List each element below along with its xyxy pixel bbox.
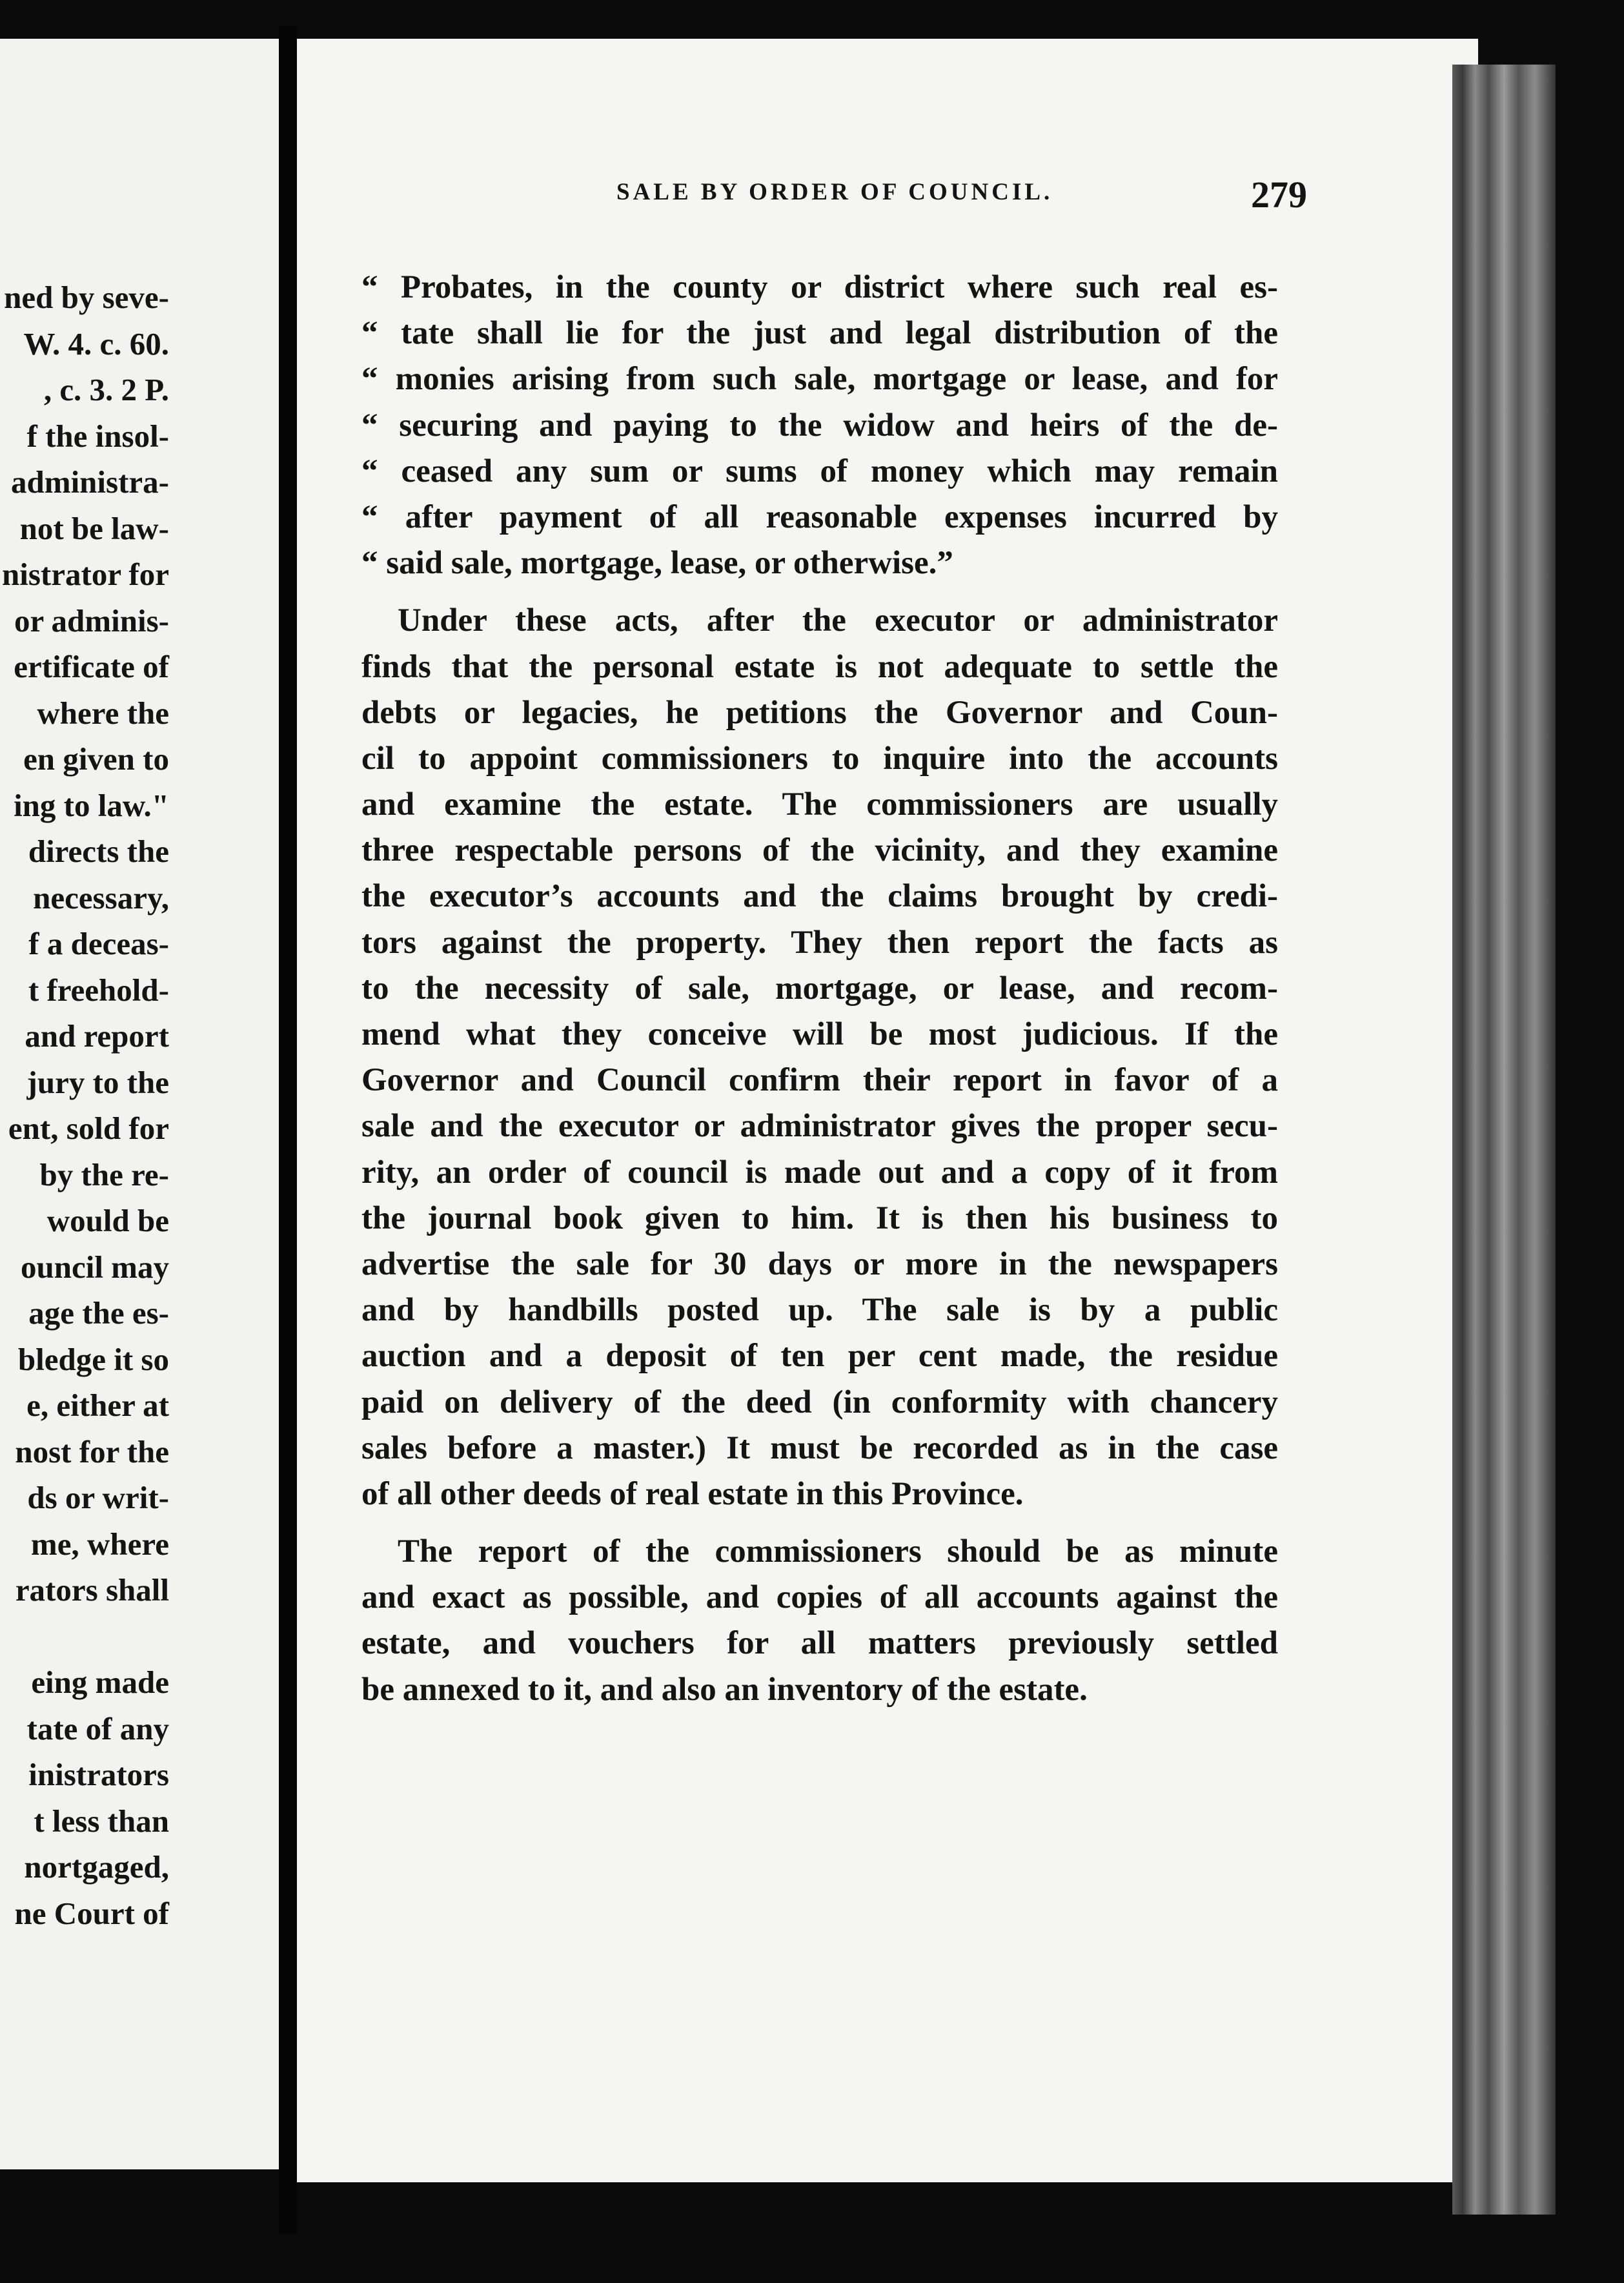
text-line: tors against the property. They then report the facts as xyxy=(361,924,1278,961)
text-line: of all other deeds of real estate in this Province. xyxy=(361,1475,1024,1512)
text-line: the executor’s accounts and the claims brought by credi- xyxy=(361,878,1278,915)
left-page-line: t less than xyxy=(34,1803,169,1839)
text-line: rity, an order of council is made out and a copy of it from xyxy=(361,1154,1278,1191)
running-head xyxy=(320,173,1307,225)
left-page-line xyxy=(0,1613,169,1660)
text-line: finds that the personal estate is not adequate to settle the xyxy=(361,648,1278,685)
right-page xyxy=(297,39,1478,2182)
left-page-line: ouncil may xyxy=(20,1249,169,1285)
left-page-line: ne Court of xyxy=(14,1895,169,1931)
left-page-line: or adminis- xyxy=(14,602,169,639)
left-page-line: , c. 3. 2 P. xyxy=(43,372,169,407)
text-line: advertise the sale for 30 days or more in the newspapers xyxy=(361,1245,1278,1282)
left-page-text xyxy=(0,274,169,1936)
left-page-line: ds or writ- xyxy=(27,1480,169,1515)
text-line: The report of the commissioners should be as minute xyxy=(398,1533,1278,1570)
paragraph-gap xyxy=(361,1517,1278,1529)
left-page-line: en given to xyxy=(23,741,169,777)
left-page-line: ent, sold for xyxy=(8,1111,169,1146)
left-page-line: rators shall xyxy=(15,1572,169,1608)
text-line: and by handbills posted up. The sale is by a public xyxy=(361,1292,1278,1329)
left-page-line: bledge it so xyxy=(17,1341,169,1377)
text-line: “ monies arising from such sale, mortgage or lease, and for xyxy=(361,361,1278,398)
text-line: Governor and Council confirm their report in favor of a xyxy=(361,1062,1278,1099)
left-page-line: necessary, xyxy=(33,879,169,916)
left-page-line: by the re- xyxy=(39,1156,169,1193)
left-page-line: nost for the xyxy=(15,1433,169,1469)
text-line: sale and the executor or administrator gives the proper secu- xyxy=(361,1108,1278,1145)
text-line: sales before a master.) It must be recorded as in the case xyxy=(361,1429,1278,1466)
text-line: to the necessity of sale, mortgage, or lease, and recom- xyxy=(361,970,1278,1007)
text-line: and examine the estate. The commissioners are usually xyxy=(361,786,1278,823)
text-line: “ after payment of all reasonable expenses incurred by xyxy=(361,498,1278,535)
left-page-line: and report xyxy=(25,1018,169,1054)
text-line: “ Probates, in the county or district where such real es- xyxy=(361,269,1278,305)
text-line: cil to appoint commissioners to inquire into the accounts xyxy=(361,740,1278,777)
paragraph xyxy=(361,598,1278,1517)
text-line: be annexed to it, and also an inventory of the estate. xyxy=(361,1671,1088,1708)
left-page-line: administra- xyxy=(11,464,169,500)
page-number: 279 xyxy=(1251,174,1307,216)
left-page-line: ertificate of xyxy=(14,649,169,684)
left-page-line: me, where xyxy=(30,1526,169,1562)
left-page-line: W. 4. c. 60. xyxy=(23,325,169,362)
book-gutter xyxy=(279,26,297,2234)
paragraph xyxy=(361,1529,1278,1713)
left-page-line: eing made xyxy=(31,1664,169,1700)
running-title: SALE BY ORDER OF COUNCIL. xyxy=(616,179,1053,205)
paragraph xyxy=(361,265,1278,586)
left-page-line: jury to the xyxy=(26,1064,169,1100)
left-page-line: f the insol- xyxy=(26,418,169,454)
left-page-line: tate of any xyxy=(26,1710,169,1746)
left-page-line: ned by seve- xyxy=(4,280,169,315)
left-page-line: e, either at xyxy=(26,1387,169,1423)
text-line: mend what they conceive will be most judicious. If the xyxy=(361,1016,1278,1052)
text-line: paid on delivery of the deed (in conformity with chancery xyxy=(361,1384,1278,1420)
left-page-line: would be xyxy=(46,1203,169,1238)
left-page-line: where the xyxy=(37,695,169,731)
left-page-line: not be law- xyxy=(19,510,169,546)
page-edge xyxy=(1452,65,1556,2215)
text-line: Under these acts, after the executor or administrator xyxy=(398,602,1278,639)
text-line: “ said sale, mortgage, lease, or otherwise.” xyxy=(361,545,953,582)
text-line: and exact as possible, and copies of all accounts against the xyxy=(361,1579,1278,1616)
left-page-line: f a deceas- xyxy=(28,926,169,961)
text-line: “ ceased any sum or sums of money which may remain xyxy=(361,453,1278,489)
left-page-line: age the es- xyxy=(28,1295,169,1331)
text-line: estate, and vouchers for all matters previously settled xyxy=(361,1625,1278,1662)
text-line: “ securing and paying to the widow and heirs of the de- xyxy=(361,407,1278,444)
text-line: the journal book given to him. It is then his business to xyxy=(361,1200,1278,1236)
body-text xyxy=(361,265,1278,1713)
left-page-line: inistrators xyxy=(28,1757,169,1792)
left-page-line: directs the xyxy=(28,834,169,869)
text-line: three respectable persons of the vicinity, and they examine xyxy=(361,832,1278,869)
left-page xyxy=(0,39,279,2169)
left-page-line: ing to law." xyxy=(14,787,169,823)
left-page-line: nistrator for xyxy=(2,557,169,592)
text-line: auction and a deposit of ten per cent made, the residue xyxy=(361,1338,1278,1375)
left-page-line: t freehold- xyxy=(28,972,169,1008)
text-line: debts or legacies, he petitions the Governor and Coun- xyxy=(361,694,1278,731)
paragraph-gap xyxy=(361,586,1278,598)
left-page-line: nortgaged, xyxy=(24,1849,169,1885)
text-line: “ tate shall lie for the just and legal distribution of the xyxy=(361,315,1278,352)
